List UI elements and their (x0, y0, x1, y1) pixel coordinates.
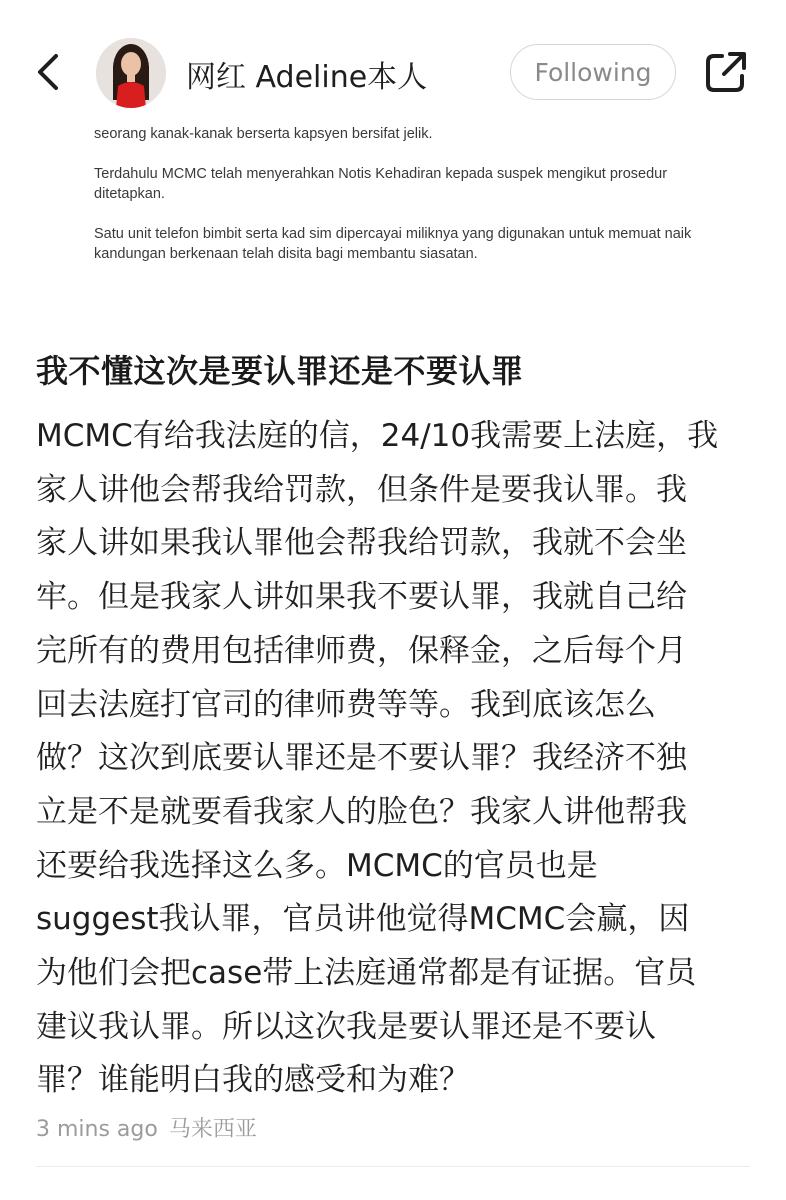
back-button[interactable] (28, 42, 72, 102)
post-body-line: MCMC有给我法庭的信，24/10我需要上法庭，我 (36, 418, 719, 454)
excerpt-cut-line: seorang kanak-kanak berserta kapsyen bersifat jelik. (94, 126, 433, 142)
post-body-line: 建议我认罪。所以这次我是要认罪还是不要认 (36, 1008, 656, 1045)
share-button[interactable] (702, 48, 750, 96)
username[interactable]: 网红 Adeline本人 (186, 60, 428, 95)
document-excerpt-image (94, 112, 714, 302)
excerpt-paragraph: Terdahulu MCMC telah menyerahkan Notis Kehadiran kepada suspek mengikut prosedur ditetapkan. (94, 166, 668, 202)
post-body-line: 完所有的费用包括律师费，保释金，之后每个月 (36, 632, 687, 669)
avatar[interactable] (96, 38, 166, 108)
post-body-line: 还要给我选择这么多。MCMC的官员也是 (36, 847, 598, 884)
post-body-line: suggest我认罪，官员讲他觉得MCMC会赢，因 (36, 901, 690, 938)
share-external-icon (702, 48, 750, 96)
post-time: 3 mins ago (36, 1117, 158, 1142)
post-meta (36, 1112, 257, 1143)
post-body-line: 罪？谁能明白我的感受和为难？ (36, 1062, 470, 1099)
post-body-line: 家人讲如果我认罪他会帮我给罚款，我就不会坐 (36, 525, 687, 562)
chevron-left-icon (28, 42, 72, 102)
following-button[interactable]: Following (510, 44, 676, 100)
excerpt-paragraph: Satu unit telefon bimbit serta kad sim dipercayai miliknya yang digunakan untuk memuat naik kandungan berkenaan telah disita bagi membantu siasatan. (94, 226, 692, 262)
post-location: 马来西亚 (168, 1117, 257, 1142)
post-title: 我不懂这次是要认罪还是不要认罪 (36, 352, 524, 390)
divider (36, 1166, 750, 1167)
post-body-line: 立是不是就要看我家人的脸色？我家人讲他帮我 (36, 793, 687, 830)
post-body (36, 410, 754, 1108)
post-body-line: 家人讲他会帮我给罚款，但条件是要我认罪。我 (36, 471, 687, 508)
post-body-line: 回去法庭打官司的律师费等等。我到底该怎么 (36, 686, 656, 723)
post-body-line: 牢。但是我家人讲如果我不要认罪，我就自己给 (36, 579, 687, 616)
post-body-line: 做？这次到底要认罪还是不要认罪？我经济不独 (36, 740, 687, 777)
post-body-line: 为他们会把case带上法庭通常都是有证据。官员 (36, 955, 697, 992)
